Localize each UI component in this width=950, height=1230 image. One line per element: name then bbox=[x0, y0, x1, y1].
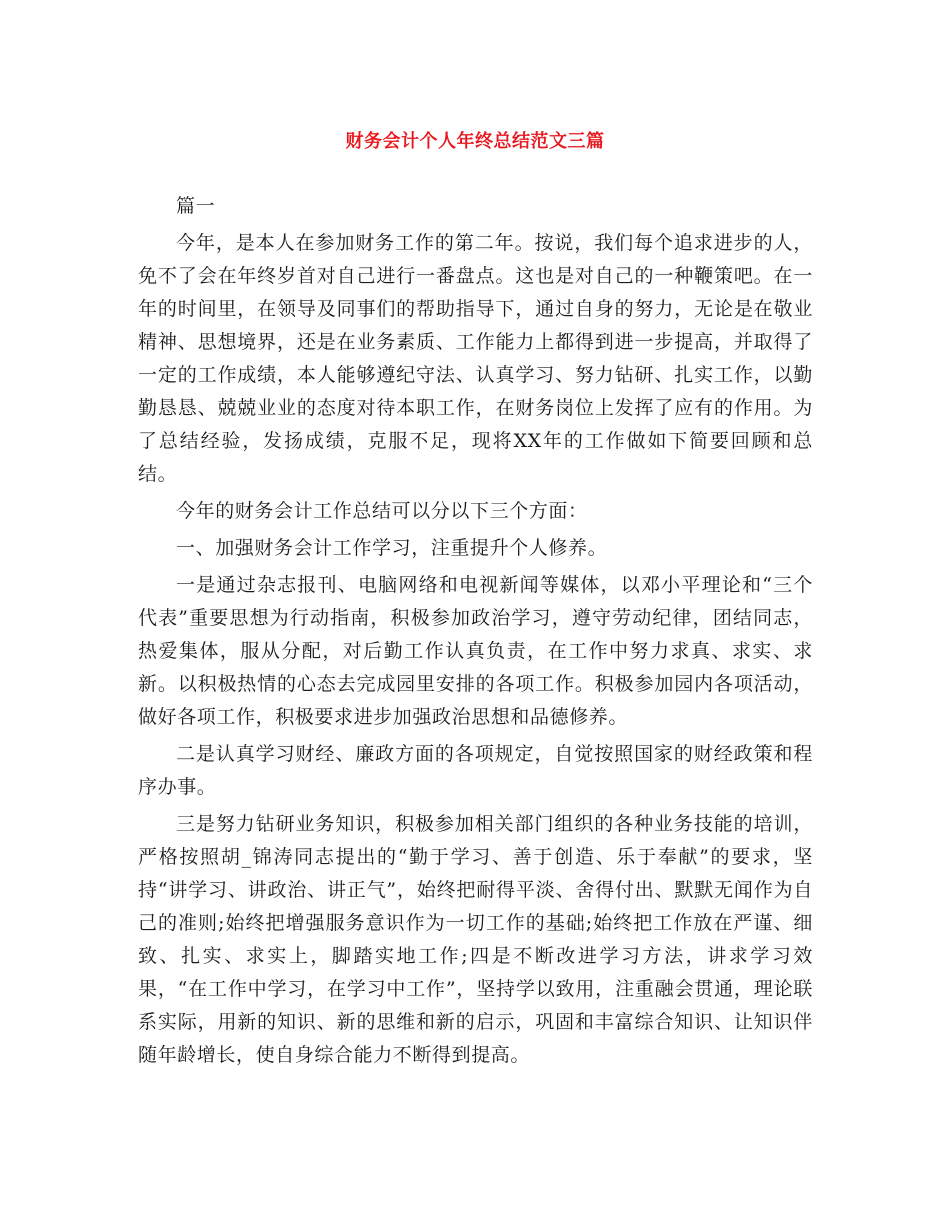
body-paragraph: 二是认真学习财经、廉政方面的各项规定，自觉按照国家的财经政策和程序办事。 bbox=[138, 743, 813, 798]
body-paragraph: 三是努力钻研业务知识，积极参加相关部门组织的各种业务技能的培训，严格按照胡_锦涛同志提出的“勤于学习、善于创造、乐于奉献”的要求，坚持“讲学习、讲政治、讲正气”，始终把耐得平淡、舍得付出、默默无闻作为自己的准则;始终把增强服务意识作为一切工作的基础;始终把工作放在严谨、细致、扎实、求实上，脚踏实地工作;四是不断改进学习方法，讲求学习效果，“在工作中学习，在学习中工作”，坚持学以致用，注重融会贯通，理论联系实际，用新的知识、新的思维和新的启示，巩固和丰富综合知识、让知识伴随年龄增长，使自身综合能力不断得到提高。 bbox=[138, 813, 813, 1066]
section-heading: 篇一 bbox=[176, 195, 216, 217]
body-paragraph: 今年的财务会计工作总结可以分以下三个方面： bbox=[176, 500, 588, 522]
body-paragraph: 今年，是本人在参加财务工作的第二年。按说，我们每个追求进步的人，免不了会在年终岁首对自己进行一番盘点。这也是对自己的一种鞭策吧。在一年的时间里，在领导及同事们的帮助指导下，通过自身的努力，无论是在敬业精神、思想境界，还是在业务素质、工作能力上都得到进一步提高，并取得了一定的工作成绩，本人能够遵纪守法、认真学习、努力钻研、扎实工作，以勤勤恳恳、兢兢业业的态度对待本职工作，在财务岗位上发挥了应有的作用。为了总结经验，发扬成绩，克服不足，现将XX年的工作做如下简要回顾和总结。 bbox=[138, 232, 813, 485]
document-body bbox=[138, 190, 813, 1072]
body-paragraph: 一是通过杂志报刊、电脑网络和电视新闻等媒体，以邓小平理论和“三个代表”重要思想为行动指南，积极参加政治学习，遵守劳动纪律，团结同志，热爱集体，服从分配，对后勤工作认真负责，在工作中努力求真、求实、求新。以积极热情的心态去完成园里安排的各项工作。积极参加园内各项活动，做好各项工作，积极要求进步加强政治思想和品德修养。 bbox=[138, 574, 813, 728]
subheading-paragraph: 一、加强财务会计工作学习，注重提升个人修养。 bbox=[176, 537, 608, 559]
document-title: 财务会计个人年终总结范文三篇 bbox=[345, 131, 605, 152]
